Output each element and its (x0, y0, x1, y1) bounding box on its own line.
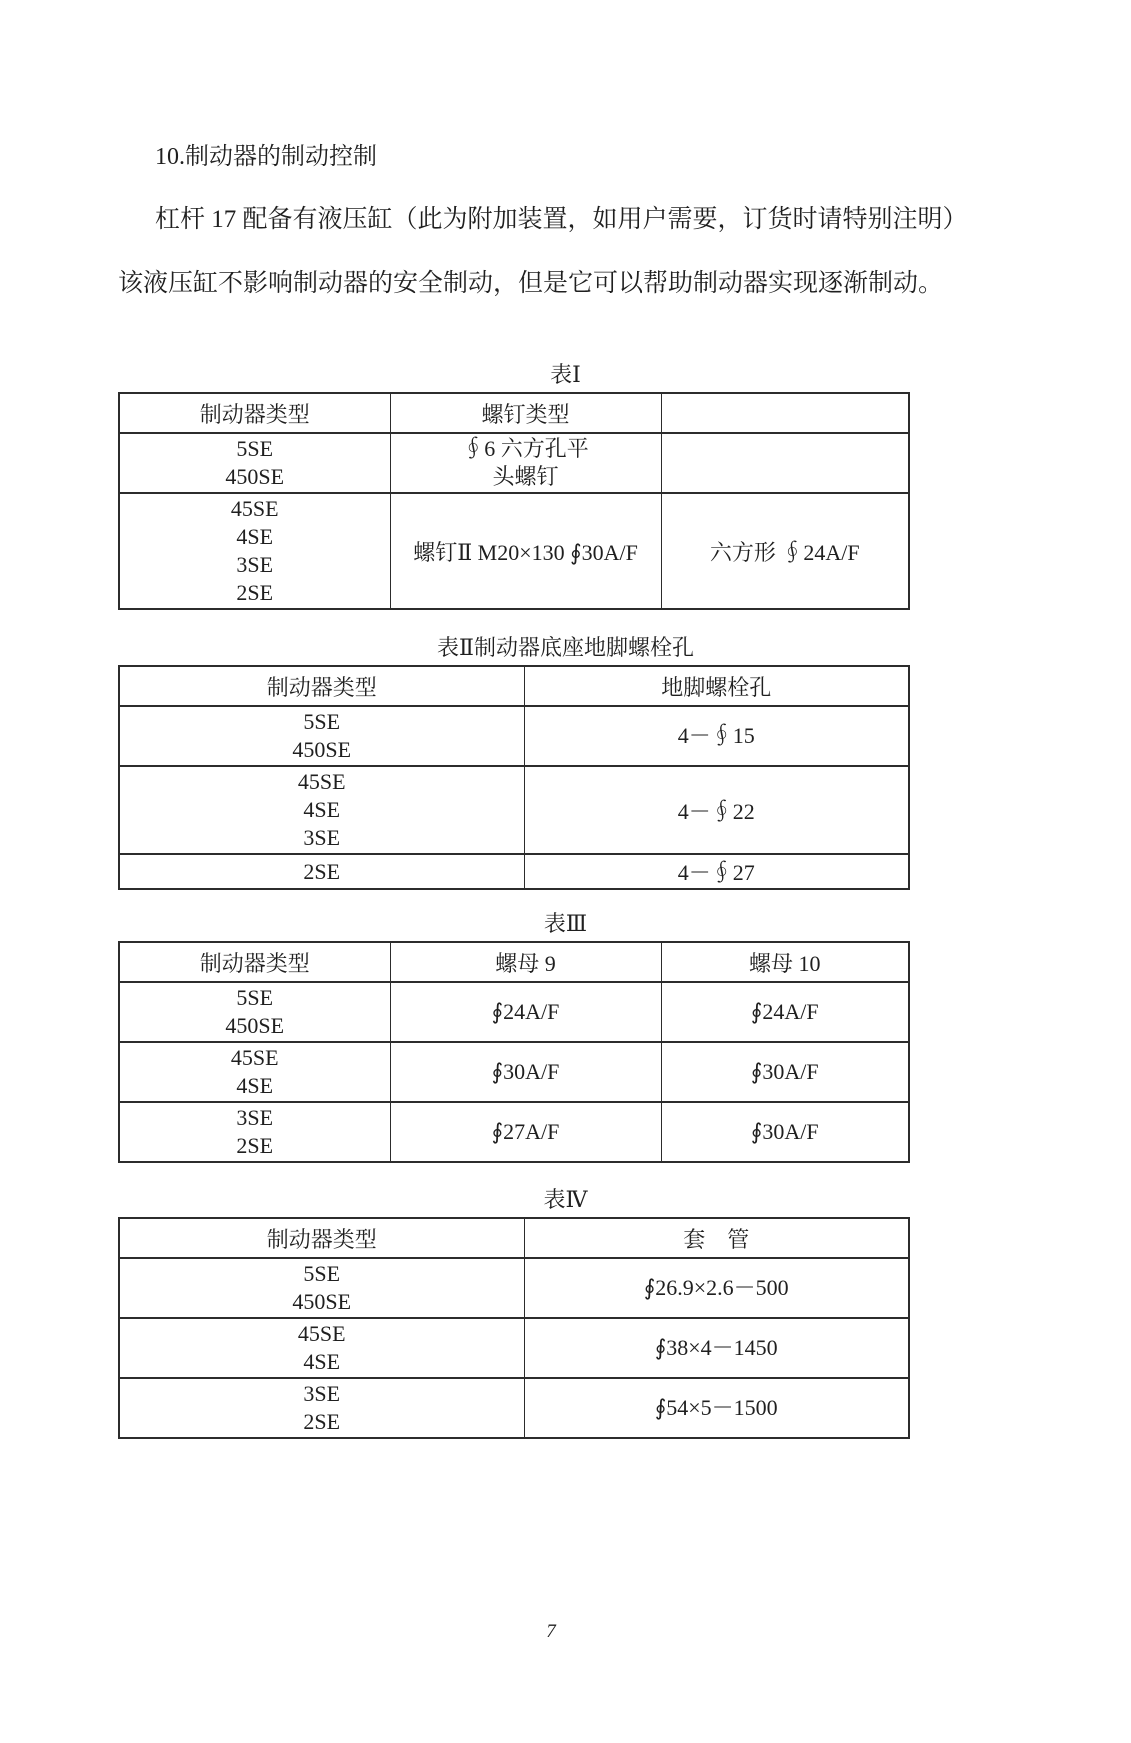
screw-type-value: ∮6 六方孔平 (462, 436, 589, 461)
brake-type-cell (119, 1378, 524, 1438)
nut10-value-cell (661, 1042, 909, 1102)
brake-type: 45SE (230, 496, 279, 521)
page-number: 7 (546, 1621, 556, 1642)
section-heading: 10.制动器的制动控制 (155, 144, 377, 170)
nut10-value-cell (661, 982, 909, 1042)
table4 (118, 1217, 910, 1439)
screw-type-cell (390, 433, 661, 493)
table4-header-brake-type: 制动器类型 (119, 1218, 524, 1258)
table3-header-nut9: 螺母 9 (390, 942, 661, 982)
brake-type-cell (119, 493, 390, 609)
empty-cell (661, 433, 909, 493)
table2-row-3 (119, 854, 909, 889)
nut9-value: ∮27A/F (491, 1119, 560, 1144)
nut9-value: ∮24A/F (491, 999, 560, 1024)
hex-value-cell: 六方形 ∮24A/F (661, 493, 909, 609)
table2-row-2 (119, 766, 909, 854)
brake-type: 3SE (303, 1381, 341, 1406)
sleeve-value: ∮26.9×2.6－500 (643, 1275, 789, 1300)
sleeve-value-cell (524, 1318, 909, 1378)
brake-type-cell (119, 1102, 390, 1162)
table1 (118, 392, 910, 610)
sleeve-value-cell (524, 1258, 909, 1318)
bolt-hole-value-cell: 4－∮27 (524, 854, 909, 889)
table2-header-brake-type: 制动器类型 (119, 666, 524, 706)
table1-header-screw-type: 螺钉类型 (390, 393, 661, 433)
brake-type: 45SE (230, 1045, 279, 1070)
brake-type: 450SE (225, 1013, 285, 1038)
brake-type: 450SE (225, 464, 285, 489)
nut9-value-cell (390, 1042, 661, 1102)
table2-row-1 (119, 706, 909, 766)
brake-type: 4SE (236, 524, 274, 549)
paragraph-1: 杠杆 17 配备有液压缸（此为附加装置，如用户需要，订货时请特别注明） (155, 206, 968, 233)
paragraph-2: 该液压缸不影响制动器的安全制动，但是它可以帮助制动器实现逐渐制动。 (118, 270, 944, 297)
brake-type: 2SE (303, 1409, 341, 1434)
document-page (0, 143, 1131, 1642)
brake-type-cell (119, 1042, 390, 1102)
brake-type: 2SE (236, 1133, 274, 1158)
nut9-value: ∮30A/F (491, 1059, 560, 1084)
brake-type: 3SE (236, 1105, 274, 1130)
brake-type: 450SE (292, 737, 352, 762)
table3-row-1 (119, 982, 909, 1042)
nut9-value-cell (390, 1102, 661, 1162)
brake-type: 4SE (303, 797, 341, 822)
screw-type-cell: 螺钉Ⅱ M20×130 ∮30A/F (390, 493, 661, 609)
nut10-value: ∮24A/F (750, 999, 819, 1024)
table1-header-row (119, 393, 909, 433)
table3 (118, 941, 910, 1163)
table1-title: 表Ⅰ (550, 362, 581, 387)
table1-row-2 (119, 493, 909, 609)
nut10-value: ∮30A/F (750, 1119, 819, 1144)
bolt-hole-value-cell: 4－∮22 (524, 766, 909, 854)
table3-row-3 (119, 1102, 909, 1162)
brake-type: 4SE (236, 1073, 274, 1098)
table1-header-brake-type: 制动器类型 (119, 393, 390, 433)
brake-type: 3SE (236, 552, 274, 577)
table2-header-row (119, 666, 909, 706)
brake-type-cell (119, 982, 390, 1042)
sleeve-value: ∮38×4－1450 (654, 1335, 778, 1360)
brake-type: 2SE (236, 580, 274, 605)
table4-header-row (119, 1218, 909, 1258)
brake-type: 4SE (303, 1349, 341, 1374)
brake-type: 5SE (303, 1261, 341, 1286)
brake-type: 5SE (236, 436, 274, 461)
brake-type-cell (119, 706, 524, 766)
table2-header-anchor-bolt-hole: 地脚螺栓孔 (524, 666, 909, 706)
brake-type: 5SE (303, 709, 341, 734)
brake-type: 5SE (236, 985, 274, 1010)
table3-title: 表Ⅲ (543, 911, 588, 936)
brake-type: 2SE (303, 858, 341, 884)
table2-title: 表Ⅱ制动器底座地脚螺栓孔 (437, 635, 694, 660)
brake-type-cell (119, 1318, 524, 1378)
table1-row-1 (119, 433, 909, 493)
table4-row-1 (119, 1258, 909, 1318)
table4-header-sleeve: 套 管 (524, 1218, 909, 1258)
table3-row-2 (119, 1042, 909, 1102)
table4-row-2 (119, 1318, 909, 1378)
brake-type-cell (119, 1258, 524, 1318)
brake-type: 45SE (297, 769, 346, 794)
nut10-value-cell (661, 1102, 909, 1162)
bolt-hole-value-cell (524, 706, 909, 766)
brake-type: 3SE (303, 825, 341, 850)
nut9-value-cell (390, 982, 661, 1042)
brake-type-cell (119, 854, 524, 889)
bolt-hole-value: 4－∮15 (677, 723, 755, 748)
table1-header-empty (661, 393, 909, 433)
brake-type: 45SE (297, 1321, 346, 1346)
nut10-value: ∮30A/F (750, 1059, 819, 1084)
brake-type-cell (119, 766, 524, 854)
sleeve-value: ∮54×5－1500 (654, 1395, 778, 1420)
table4-title: 表Ⅳ (543, 1187, 588, 1212)
brake-type-cell (119, 433, 390, 493)
table3-header-nut10: 螺母 10 (661, 942, 909, 982)
brake-type: 450SE (292, 1289, 352, 1314)
screw-type-value: 头螺钉 (492, 464, 559, 489)
table3-header-row (119, 942, 909, 982)
table3-header-brake-type: 制动器类型 (119, 942, 390, 982)
table2 (118, 665, 910, 890)
table4-row-3 (119, 1378, 909, 1438)
sleeve-value-cell (524, 1378, 909, 1438)
